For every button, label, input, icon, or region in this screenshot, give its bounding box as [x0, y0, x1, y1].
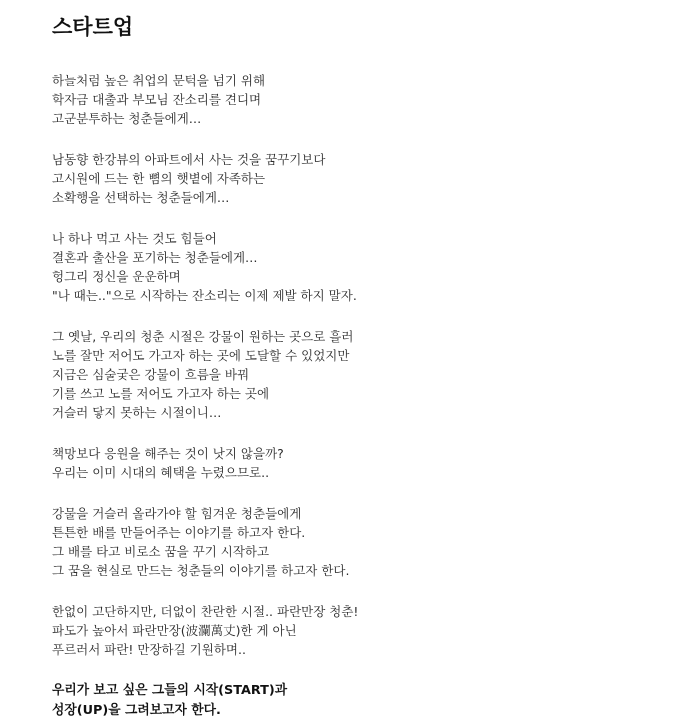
- text-line: 학자금 대출과 부모님 잔소리를 견디며: [52, 92, 262, 108]
- stanza-closing: [52, 681, 660, 721]
- text-line: 그 배를 타고 비로소 꿈을 꾸기 시작하고: [52, 544, 270, 560]
- text-line: 성장(UP)을 그려보고자 한다.: [52, 703, 221, 719]
- text-line: 그 옛날, 우리의 청춘 시절은 강물이 원하는 곳으로 흘러: [52, 329, 354, 345]
- text-line: 소확행을 선택하는 청춘들에게…: [52, 190, 230, 206]
- text-line: 노를 잘만 저어도 가고자 하는 곳에 도달할 수 있었지만: [52, 348, 350, 364]
- stanza: [52, 229, 660, 305]
- text-line: 한없이 고단하지만, 더없이 찬란한 시절.. 파란만장 청춘!: [52, 604, 359, 620]
- text-line: 푸르러서 파란! 만장하길 기원하며..: [52, 642, 246, 658]
- text-line: 나 하나 먹고 사는 것도 힘들어: [52, 231, 217, 247]
- page-title: 스타트업: [52, 15, 134, 39]
- text-line: 우리가 보고 싶은 그들의 시작(START)과: [52, 683, 288, 699]
- text-line: 그 꿈을 현실로 만드는 청춘들의 이야기를 하고자 한다.: [52, 563, 350, 579]
- text-line: 파도가 높아서 파란만장(波瀾萬丈)한 게 아닌: [52, 623, 297, 639]
- text-line: 우리는 이미 시대의 혜택을 누렸으므로..: [52, 465, 270, 481]
- text-line: 결혼과 출산을 포기하는 청춘들에게…: [52, 250, 258, 266]
- text-line: 하늘처럼 높은 취업의 문턱을 넘기 위해: [52, 73, 266, 89]
- stanza: [52, 71, 660, 128]
- text-line: 지금은 심술궂은 강물이 흐름을 바꿔: [52, 367, 250, 383]
- text-line: 고군분투하는 청춘들에게…: [52, 111, 202, 127]
- stanza: [52, 602, 660, 659]
- text-line: 기를 쓰고 노를 저어도 가고자 하는 곳에: [52, 386, 270, 402]
- text-line: 헝그리 정신을 운운하며: [52, 269, 181, 285]
- text-line: "나 때는.."으로 시작하는 잔소리는 이제 제발 하지 말자.: [52, 288, 357, 304]
- stanza: [52, 150, 660, 207]
- text-line: 거슬러 닿지 못하는 시절이니…: [52, 405, 222, 421]
- stanza: [52, 444, 660, 482]
- text-line: 튼튼한 배를 만들어주는 이야기를 하고자 한다.: [52, 525, 306, 541]
- stanza: [52, 327, 660, 422]
- document-body: [52, 71, 660, 721]
- text-line: 책망보다 응원을 해주는 것이 낫지 않을까?: [52, 446, 284, 462]
- stanza: [52, 504, 660, 580]
- text-line: 강물을 거슬러 올라가야 할 힘겨운 청춘들에게: [52, 506, 302, 522]
- text-line: 고시원에 드는 한 뼘의 햇볕에 자족하는: [52, 171, 266, 187]
- text-line: 남동향 한강뷰의 아파트에서 사는 것을 꿈꾸기보다: [52, 152, 326, 168]
